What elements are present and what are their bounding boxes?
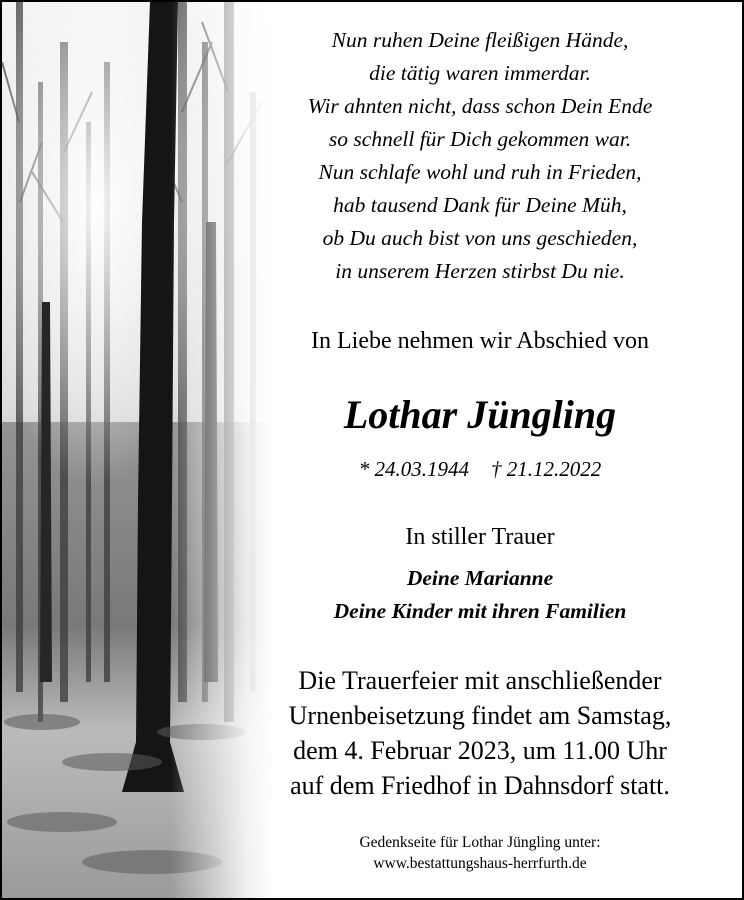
- mourning-intro: In stiller Trauer: [405, 524, 555, 550]
- poem-line: in unserem Herzen stirbst Du nie.: [335, 259, 625, 283]
- poem-line: so schnell für Dich gekommen war.: [328, 127, 632, 151]
- forest-photo: [2, 2, 274, 898]
- mourner-line: Deine Marianne: [406, 566, 554, 590]
- memorial-caption: Gedenkseite für Lothar Jüngling unter:: [359, 834, 601, 851]
- poem-line: Wir ahnten nicht, dass schon Dein Ende: [307, 94, 653, 118]
- poem-line: Nun schlafe wohl und ruh in Frieden,: [318, 160, 642, 184]
- ceremony-info: [264, 663, 696, 803]
- poem: [264, 24, 696, 288]
- ceremony-line: Urnenbeisetzung findet am Samstag,: [288, 701, 672, 730]
- mourners: [264, 562, 696, 628]
- ceremony-line: auf dem Friedhof in Dahnsdorf statt.: [290, 771, 670, 800]
- death-date: † 21.12.2022: [491, 457, 602, 481]
- memorial-url: www.bestattungshaus-herrfurth.de: [373, 855, 587, 872]
- deceased-name: Lothar Jüngling: [343, 392, 617, 437]
- notice-text: [264, 2, 696, 898]
- poem-line: die tätig waren immerdar.: [369, 61, 591, 85]
- life-dates: [264, 454, 696, 484]
- poem-line: ob Du auch bist von uns geschieden,: [322, 226, 638, 250]
- poem-line: Nun ruhen Deine fleißigen Hände,: [331, 28, 629, 52]
- mourner-line: Deine Kinder mit ihren Familien: [333, 599, 627, 623]
- farewell-intro: In Liebe nehmen wir Abschied von: [311, 328, 649, 354]
- poem-line: hab tausend Dank für Deine Müh,: [333, 193, 627, 217]
- birth-date: * 24.03.1944: [358, 457, 469, 481]
- ceremony-line: dem 4. Februar 2023, um 11.00 Uhr: [293, 736, 667, 765]
- memorial-page-info: [264, 832, 696, 874]
- ceremony-line: Die Trauerfeier mit anschließender: [298, 666, 662, 695]
